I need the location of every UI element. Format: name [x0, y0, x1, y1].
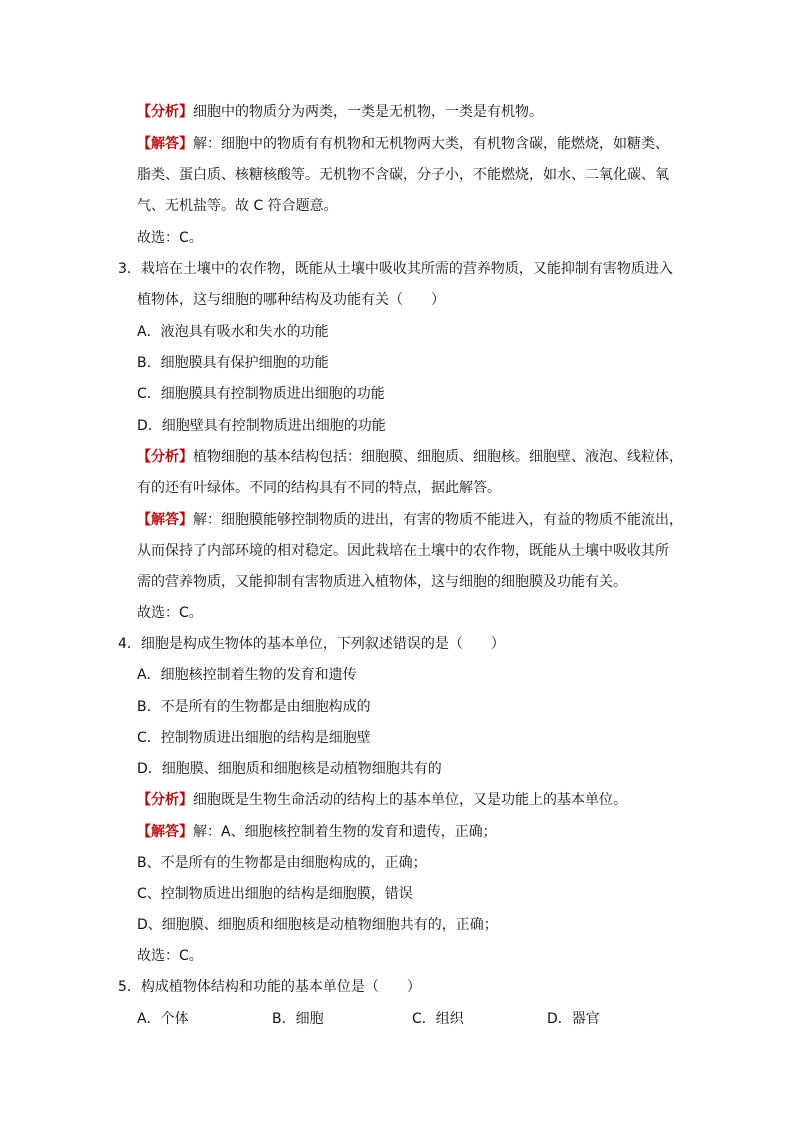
analysis-text: 植物细胞的基本结构包括：细胞膜、细胞质、细胞核。细胞壁、液泡、线粒体， — [193, 449, 683, 465]
analysis-tag: 【分析】 — [137, 449, 193, 465]
q2-analysis — [137, 102, 543, 122]
q3-option-a: A．液泡具有吸水和失水的功能 — [137, 324, 329, 340]
q4-choice: 故选：C。 — [137, 948, 203, 964]
analysis-text: 细胞既是生物生命活动的结构上的基本单位，又是功能上的基本单位。 — [193, 792, 627, 808]
q4-option-a: A．细胞核控制着生物的发育和遗传 — [137, 667, 357, 683]
q3-answer-line-3: 需的营养物质，又能抑制有害物质进入植物体，这与细胞的细胞膜及功能有关。 — [137, 574, 627, 590]
q5-option-b: B．细胞 — [272, 1011, 324, 1027]
q3-option-c: C．细胞膜具有控制物质进出细胞的功能 — [137, 386, 385, 402]
q4-answer-line-3: C、控制物质进出细胞的结构是细胞膜，错误 — [137, 886, 413, 902]
q4-answer-line-1 — [137, 822, 497, 842]
q3-stem-line-1: 3．栽培在土壤中的农作物，既能从土壤中吸收其所需的营养物质，又能抑制有害物质进入 — [118, 261, 673, 277]
q3-stem-line-2: 植物体，这与细胞的哪种结构及功能有关（ ） — [137, 292, 445, 308]
q3-answer-line-1 — [137, 510, 683, 530]
q4-option-c: C．控制物质进出细胞的结构是细胞壁 — [137, 730, 371, 746]
analysis-tag: 【分析】 — [137, 792, 193, 808]
q2-choice: 故选：C。 — [137, 230, 203, 246]
q4-stem: 4．细胞是构成生物体的基本单位，下列叙述错误的是（ ） — [118, 636, 505, 652]
q4-option-d: D．细胞膜、细胞质和细胞核是动植物细胞共有的 — [137, 761, 442, 777]
q5-option-c: C．组织 — [412, 1011, 464, 1027]
q3-analysis-line-2: 有的还有叶绿体。不同的结构具有不同的特点，据此解答。 — [137, 480, 501, 496]
q3-choice: 故选：C。 — [137, 605, 203, 621]
answer-tag: 【解答】 — [137, 824, 193, 840]
q4-answer-line-4: D、细胞膜、细胞质和细胞核是动植物细胞共有的，正确； — [137, 917, 498, 933]
q3-answer-line-2: 从而保持了内部环境的相对稳定。因此栽培在土壤中的农作物，既能从土壤中吸收其所 — [137, 543, 669, 559]
answer-text: 解：细胞中的物质有有机物和无机物两大类，有机物含碳，能燃烧，如糖类、 — [193, 136, 669, 152]
q5-option-d: D．器官 — [547, 1011, 600, 1027]
answer-tag: 【解答】 — [137, 136, 193, 152]
analysis-text: 细胞中的物质分为两类，一类是无机物，一类是有机物。 — [193, 104, 543, 120]
q5-options — [137, 1009, 657, 1029]
answer-text: 解：A、细胞核控制着生物的发育和遗传，正确； — [193, 824, 497, 840]
q4-option-b: B．不是所有的生物都是由细胞构成的 — [137, 699, 371, 715]
q2-answer-line-2: 脂类、蛋白质、核糖核酸等。无机物不含碳，分子小，不能燃烧，如水、二氧化碳、氧 — [137, 167, 669, 183]
q4-answer-line-2: B、不是所有的生物都是由细胞构成的，正确； — [137, 855, 427, 871]
q5-option-a: A．个体 — [137, 1011, 189, 1027]
answer-tag: 【解答】 — [137, 512, 193, 528]
q5-stem: 5．构成植物体结构和功能的基本单位是（ ） — [118, 979, 421, 995]
q3-analysis-line-1 — [137, 447, 683, 467]
q2-answer-line-1 — [137, 134, 669, 154]
answer-text: 解：细胞膜能够控制物质的进出，有害的物质不能进入，有益的物质不能流出， — [193, 512, 683, 528]
q3-option-b: B．细胞膜具有保护细胞的功能 — [137, 355, 329, 371]
analysis-tag: 【分析】 — [137, 104, 193, 120]
q4-analysis — [137, 790, 627, 810]
q3-option-d: D．细胞壁具有控制物质进出细胞的功能 — [137, 418, 386, 434]
q2-answer-line-3: 气、无机盐等。故 C 符合题意。 — [137, 198, 338, 214]
